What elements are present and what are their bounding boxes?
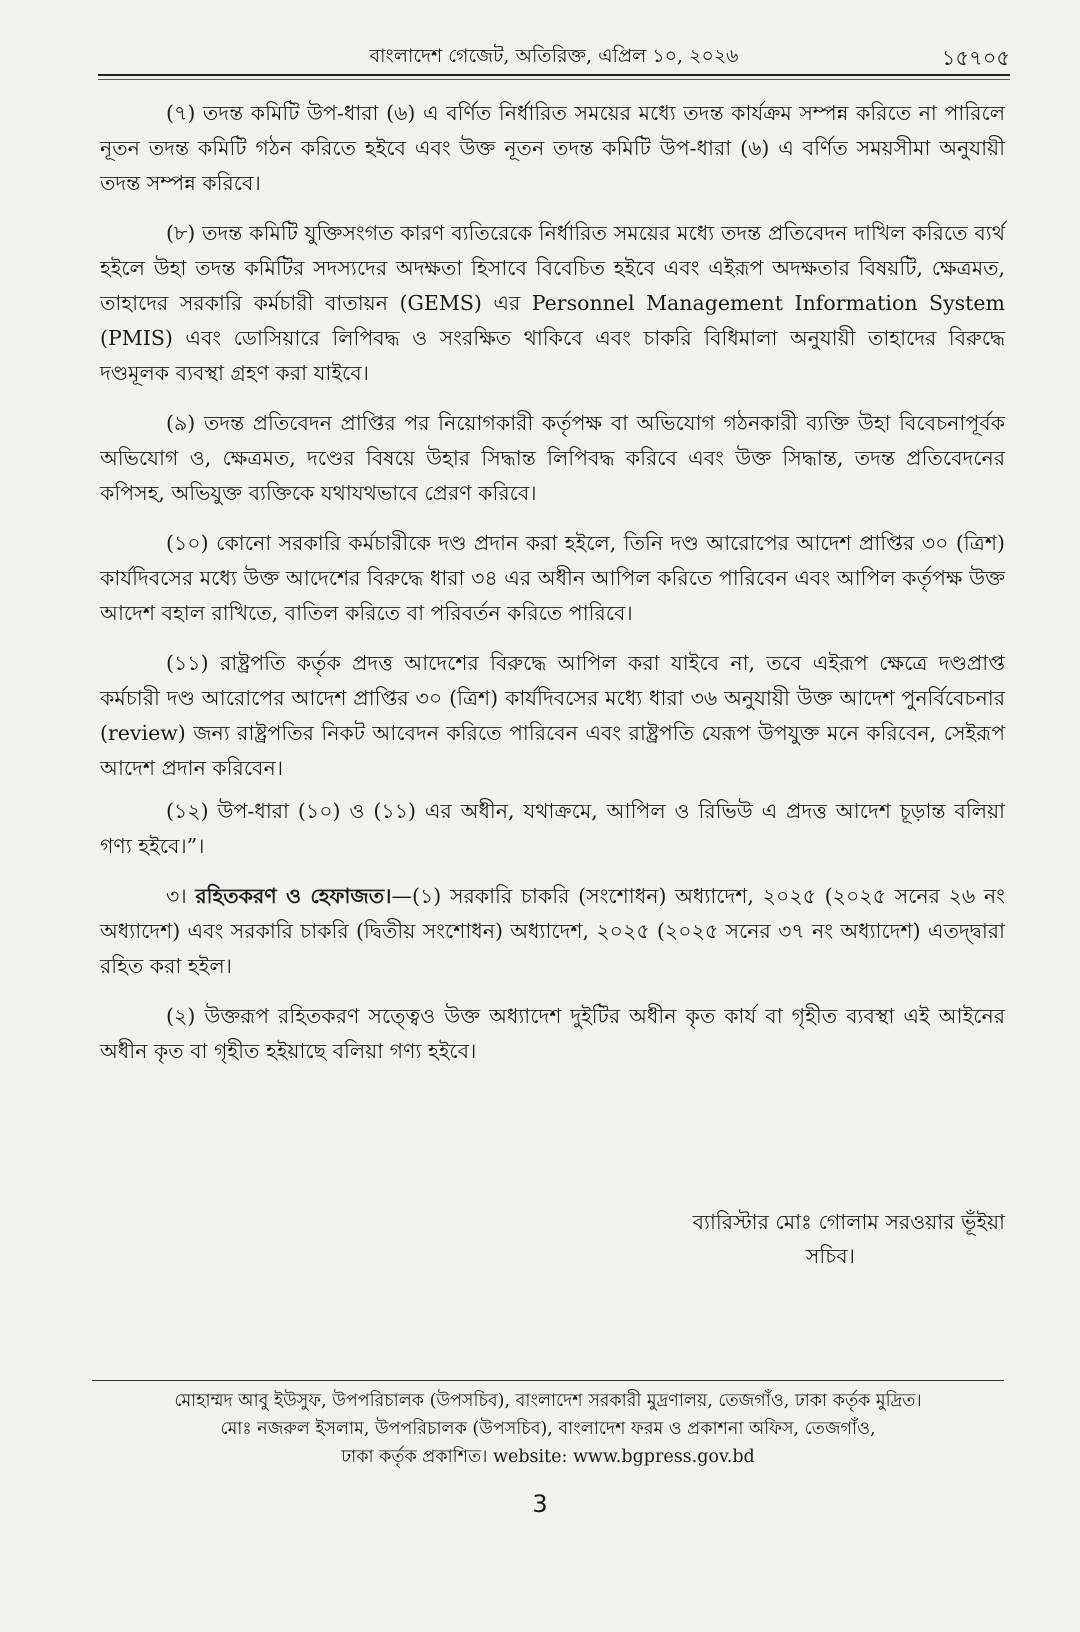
page-header (98, 40, 1010, 72)
header-rule-thin (98, 79, 1010, 80)
signatory-name: ব্যারিস্টার মোঃ গোলাম সরওয়ার ভূঁইয়া (692, 1210, 1005, 1234)
paragraph-12: (১২) উপ-ধারা (১০) ও (১১) এর অধীন, যথাক্রমে, আপিল ও রিভিউ এ প্রদত্ত আদেশ চূড়ান্ত বলিয়া গণ্য হইবে।”। (100, 799, 1005, 858)
imprint-publisher: মোঃ নজরুল ইসলাম, উপপরিচালক (উপসচিব), বাংলাদেশ ফরম ও প্রকাশনা অফিস, তেজগাঁও, (220, 1419, 876, 1439)
section-3 (100, 879, 1005, 984)
sheet-number: 3 (532, 1490, 548, 1518)
footer-rule (92, 1380, 1004, 1381)
paragraph-9: (৯) তদন্ত প্রতিবেদন প্রাপ্তির পর নিয়োগকারী কর্তৃপক্ষ বা অভিযোগ গঠনকারী ব্যক্তি উহা বিবেচনাপূর্বক অভিযোগ ও, ক্ষেত্রমত, দণ্ডের বিষয়ে উহার সিদ্ধান্ত লিপিবদ্ধ করিবে এবং উক্ত সিদ্ধান্ত, তদন্ত প্রতিবেদনের কপিসহ, অভিযুক্ত ব্যক্তিকে যথাযথভাবে প্রেরণ করিবে। (100, 411, 1005, 505)
imprint-footer (92, 1387, 1004, 1471)
paragraph-10: (১০) কোনো সরকারি কর্মচারীকে দণ্ড প্রদান করা হইলে, তিনি দণ্ড আরোপের আদেশ প্রাপ্তির ৩০ (ত্রিশ) কার্যদিবসের মধ্যে উক্ত আদেশের বিরুদ্ধে ধারা ৩৪ এর অধীন আপিল করিতে পারিবেন এবং আপিল কর্তৃপক্ষ উক্ত আদেশ বহাল রাখিতে, বাতিল করিতে বা পরিবর্তন করিতে পারিবে। (100, 531, 1005, 625)
section-3-number: ৩। (166, 884, 187, 908)
document-body (100, 96, 1005, 1084)
header-title: বাংলাদেশ গেজেট, অতিরিক্ত, এপ্রিল ১০, ২০২৬ (369, 45, 739, 67)
imprint-website: ঢাকা কর্তৃক প্রকাশিত। website: www.bgpress.gov.bd (341, 1447, 755, 1467)
header-page-number: ১৫৭০৫ (941, 46, 1010, 70)
signatory-designation: সচিব। (805, 1244, 855, 1268)
signature-block (585, 1205, 1005, 1273)
header-rule (98, 74, 1010, 76)
section-3-text: —(১) সরকারি চাকরি (সংশোধন) অধ্যাদেশ, ২০২৫ (২০২৫ সনের ২৬ নং অধ্যাদেশ) এবং সরকারি চাকরি (দ্বিতীয় সংশোধন) অধ্যাদেশ, ২০২৫ (২০২৫ সনের ৩৭ নং অধ্যাদেশ) এতদ্দ্বারা রহিত করা হইল। (100, 884, 1005, 978)
paragraph-8: (৮) তদন্ত কমিটি যুক্তিসংগত কারণ ব্যতিরেকে নির্ধারিত সময়ের মধ্যে তদন্ত প্রতিবেদন দাখিল করিতে ব্যর্থ হইলে উহা তদন্ত কমিটির সদস্যদের অদক্ষতা হিসাবে বিবেচিত হইবে এবং এইরূপ অদক্ষতার বিষয়টি, ক্ষেত্রমত, তাহাদের সরকারি কর্মচারী বাতায়ন (GEMS) এর Personnel Management Information System (PMIS) এবং ডোসিয়ারে লিপিবদ্ধ ও সংরক্ষিত থাকিবে এবং চাকরি বিধিমালা অনুযায়ী তাহাদের বিরুদ্ধে দণ্ডমূলক ব্যবস্থা গ্রহণ করা যাইবে। (100, 221, 1005, 385)
section-3-subsection-2: (২) উক্তরূপ রহিতকরণ সত্ত্বেও উক্ত অধ্যাদেশ দুইটির অধীন কৃত কার্য বা গৃহীত ব্যবস্থা এই আইনের অধীন কৃত বা গৃহীত হইয়াছে বলিয়া গণ্য হইবে। (100, 1004, 1005, 1063)
imprint-printer: মোহাম্মদ আবু ইউসুফ, উপপরিচালক (উপসচিব), বাংলাদেশ সরকারী মুদ্রণালয়, তেজগাঁও, ঢাকা কর্তৃক মুদ্রিত। (174, 1391, 922, 1411)
paragraph-11: (১১) রাষ্ট্রপতি কর্তৃক প্রদত্ত আদেশের বিরুদ্ধে আপিল করা যাইবে না, তবে এইরূপ ক্ষেত্রে দণ্ডপ্রাপ্ত কর্মচারী দণ্ড আরোপের আদেশ প্রাপ্তির ৩০ (ত্রিশ) কার্যদিবসের মধ্যে ধারা ৩৬ অনুযায়ী উক্ত আদেশ পুনর্বিবেচনার (review) জন্য রাষ্ট্রপতির নিকট আবেদন করিতে পারিবেন এবং রাষ্ট্রপতি যেরূপ উপযুক্ত মনে করিবেন, সেইরূপ আদেশ প্রদান করিবেন। (100, 651, 1005, 780)
paragraph-7: (৭) তদন্ত কমিটি উপ-ধারা (৬) এ বর্ণিত নির্ধারিত সময়ের মধ্যে তদন্ত কার্যক্রম সম্পন্ন করিতে না পারিলে নূতন তদন্ত কমিটি গঠন করিতে হইবে এবং উক্ত নূতন তদন্ত কমিটি উপ-ধারা (৬) এ বর্ণিত সময়সীমা অনুযায়ী তদন্ত সম্পন্ন করিবে। (100, 101, 1005, 195)
section-3-heading: রহিতকরণ ও হেফাজত। (195, 884, 392, 908)
